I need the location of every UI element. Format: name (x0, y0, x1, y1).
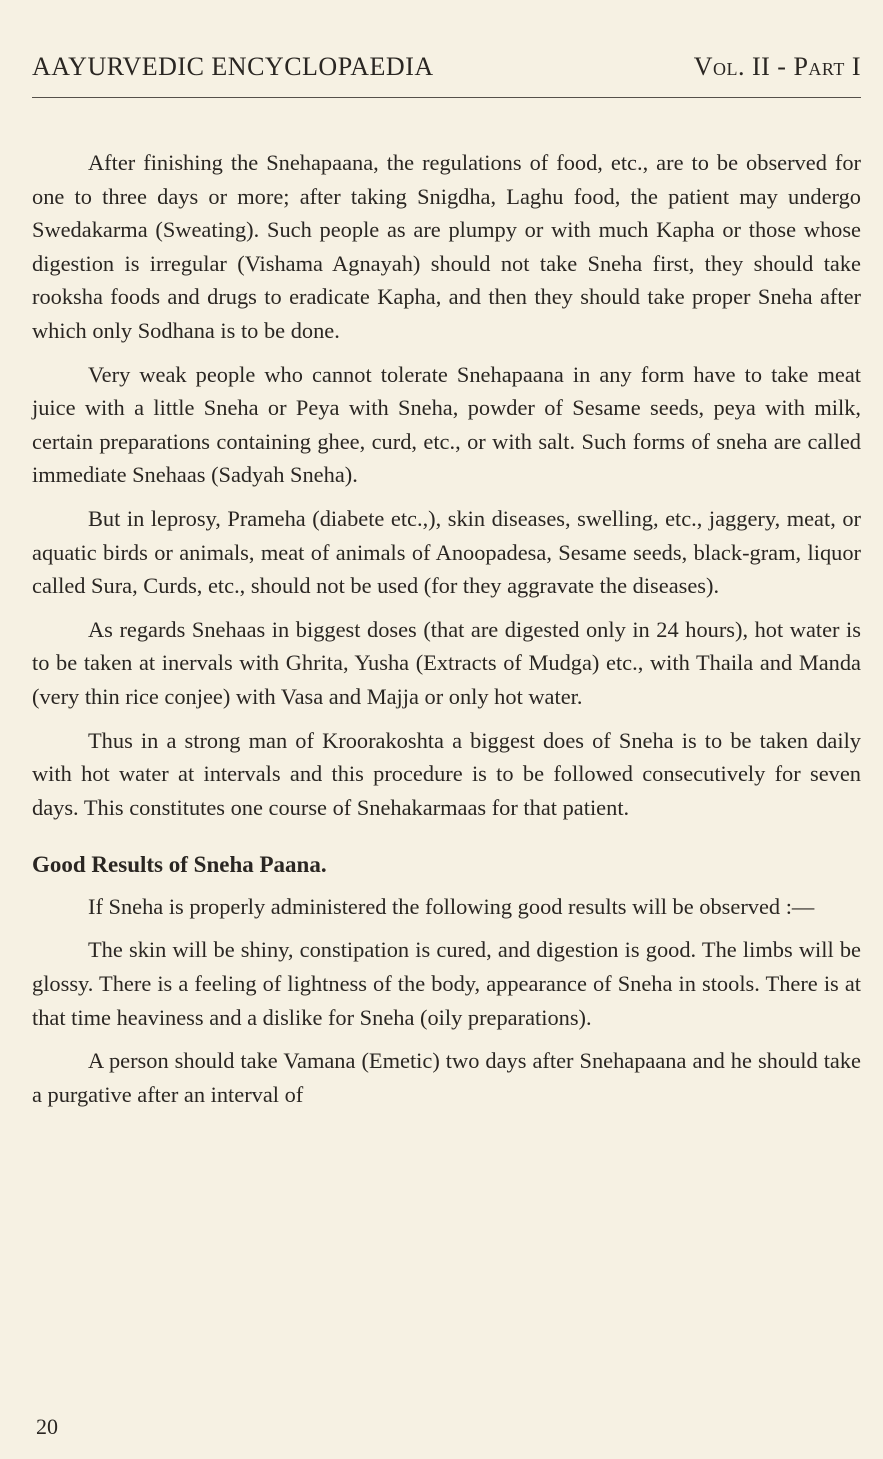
book-title: AAYURVEDIC ENCYCLOPAEDIA (32, 52, 434, 81)
paragraph: A person should take Vamana (Emetic) two days after Snehapaana and he should take a purgative after an interval of (32, 1048, 861, 1107)
paragraph: Thus in a strong man of Kroorakoshta a biggest does of Sneha is to be taken daily with hot water at intervals and this procedure is to be followed consecutively for seven days. This constitutes one course of Snehakarmaas for that patient. (32, 727, 861, 820)
paragraph: As regards Snehaas in biggest doses (that are digested only in 24 hours), hot water is to be taken at inervals with Ghrita, Yusha (Extracts of Mudga) etc., with Thaila and Manda (very thin rice conjee) with Vasa and Majja or only hot water. (32, 616, 861, 709)
page-number: 20 (36, 1414, 58, 1439)
paragraph: If Sneha is properly administered the following good results will be observed :— (88, 893, 815, 919)
running-header (32, 46, 861, 82)
volume-label: Vol. II - Part I (693, 52, 861, 81)
paragraph: The skin will be shiny, constipation is cured, and digestion is good. The limbs will be glossy. There is a feeling of lightness of the body, appearance of Sneha in stools. There is at that time heaviness and a dislike for Sneha (oily preparations). (32, 937, 861, 1030)
paragraph: Very weak people who cannot tolerate Snehapaana in any form have to take meat juice with a little Sneha or Peya with Sneha, powder of Sesame seeds, peya with milk, certain preparations containing ghee, curd, etc., or with salt. Such forms of sneha are called immediate Snehaas (Sadyah Sneha). (32, 361, 861, 488)
body-text (32, 146, 861, 1121)
section-heading: Good Results of Sneha Paana. (32, 852, 327, 878)
paragraph: After finishing the Snehapaana, the regulations of food, etc., are to be observed for one to three days or more; after taking Snigdha, Laghu food, the patient may undergo Swedakarma (Sweating). Such people as are plumpy or with much Kapha or those whose digestion is irregular (Vishama Agnayah) should not take Sneha first, they should take rooksha foods and drugs to eradicate Kapha, and then they should take proper Sneha after which only Sodhana is to be done. (32, 150, 861, 343)
header-rule (32, 97, 861, 98)
paragraph: But in leprosy, Prameha (diabete etc.,), skin diseases, swelling, etc., jaggery, meat, or aquatic birds or animals, meat of animals of Anoopadesa, Sesame seeds, black-gram, liquor called Sura, Curds, etc., should not be used (for they aggravate the diseases). (32, 505, 861, 599)
